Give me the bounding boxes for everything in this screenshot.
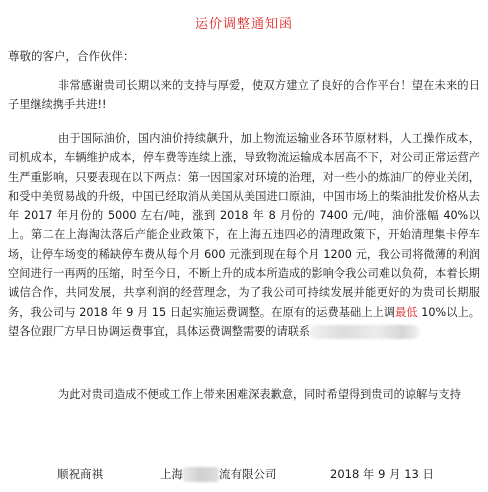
- redacted-company-name: [183, 467, 219, 482]
- paragraph-apology: 为此对贵司造成不便或工作上带来困难深表歉意，同时希望得到贵司的谅解与支持: [58, 388, 461, 401]
- footer-date: 2018 年 9 月 13 日: [330, 467, 434, 481]
- paragraph-reason: [8, 129, 480, 341]
- paragraph-reason-text: 由于国际油价，国内油价持续飙升，加上物流运输业各环节原材料，人工操作成本，司机成本，车辆维护成本，停车费等连续上涨，导致物流运输成本居高不下，对公司正常运营产生严重影响，只要表现在以下两点：第一因国家对环境的治理，对一些小的炼油厂的停业关闭，和受中美贸易战的升级，中国已经取消从美国从美国进口原油，中国市场上的柴油批发价格从去年 2017 年月份的 5000 左右/吨，涨到 2018 年 8 月份的 7400 元/吨，油价涨幅 40%以上。第二在上海淘汰落后产能企业政策下，在上海五违四必的清理政策下，开始清理集卡停车场，让停车场变的稀缺停车费从每个月 600 元涨到现在每个月 1200 元，我公司将微薄的利润空间进行一再两的压缩，时至今日，不断上升的成本所造成的影响令我公司难以负荷，本着长期诚信合作，共同发展，共享利润的经营理念，为了我公司可持续发展并能更好的为贵司长期服务，我公司与 2018 年 9 月 15 日起实施运费调整。在原有的运费基础上上调: [8, 132, 480, 319]
- company-prefix: 上海: [160, 467, 183, 481]
- highlight-minimum: 最低: [395, 305, 418, 319]
- footer-signoff: 顺祝商祺: [57, 467, 103, 481]
- greeting: 尊敬的客户，合作伙伴：: [8, 49, 135, 63]
- paragraph-reason-text-2: 10%以上。望各位跟厂方早日协调运费事宜，具体运费调整需要的请联系: [8, 305, 480, 338]
- paragraph-thanks: 非常感谢贵司长期以来的支持与厚爱，使双方建立了良好的合作平台！望在未来的日子里继续携手共进!!: [8, 79, 480, 112]
- company-suffix: 流有限公司: [219, 467, 277, 481]
- redacted-contact: [310, 325, 420, 339]
- letter-title: 运价调整通知函: [194, 17, 293, 32]
- footer-company: [160, 466, 277, 482]
